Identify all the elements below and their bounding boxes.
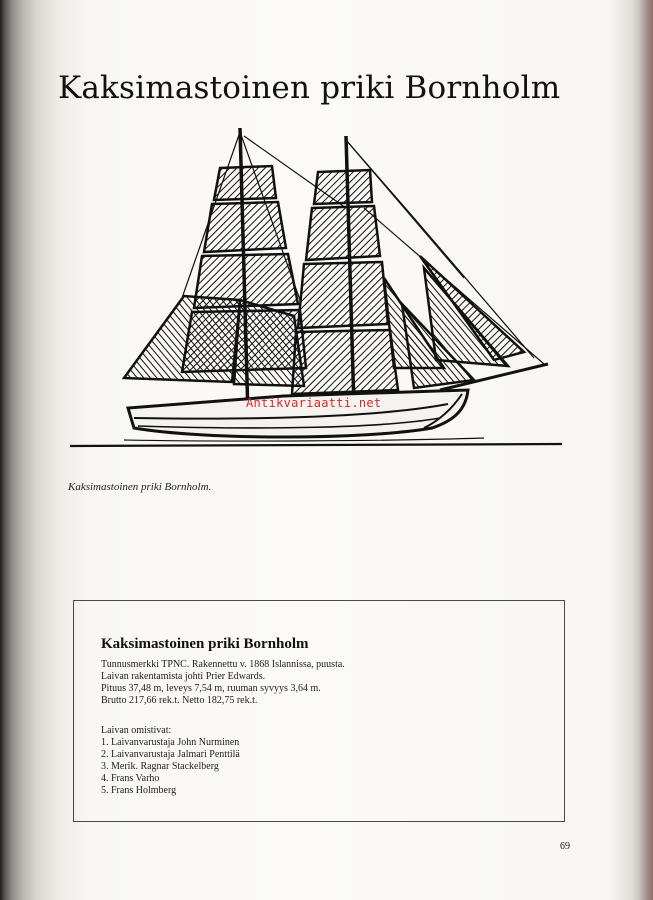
page-edge-shadow [639, 0, 653, 900]
ship-details-list [101, 659, 345, 707]
info-box [73, 600, 565, 822]
detail-line: Pituus 37,48 m, leveys 7,54 m, ruuman syvyys 3,64 m. [101, 683, 321, 694]
illustration-caption: Kaksimastoinen priki Bornholm. [68, 481, 212, 493]
watermark-text: Antikvariaatti.net [246, 396, 382, 410]
detail-line: Brutto 217,66 rek.t. Netto 182,75 rek.t. [101, 695, 258, 706]
owner-item: 2. Laivanvarustaja Jalmari Penttilä [101, 749, 240, 760]
owners-label: Laivan omistivat: [101, 725, 172, 736]
info-box-heading: Kaksimastoinen priki Bornholm [101, 636, 309, 652]
owner-item: 4. Frans Varho [101, 773, 160, 784]
owner-item: 1. Laivanvarustaja John Nurminen [101, 737, 240, 748]
owner-item: 3. Merik. Ragnar Stackelberg [101, 761, 219, 772]
detail-line: Tunnusmerkki TPNC. Rakennettu v. 1868 Islannissa, puusta. [101, 659, 345, 670]
page-title: Kaksimastoinen priki Bornholm [58, 70, 561, 106]
detail-line: Laivan rakentamista johti Prier Edwards. [101, 671, 266, 682]
owner-item: 5. Frans Holmberg [101, 785, 177, 796]
page-number: 69 [560, 841, 570, 852]
owners-list [101, 737, 240, 797]
